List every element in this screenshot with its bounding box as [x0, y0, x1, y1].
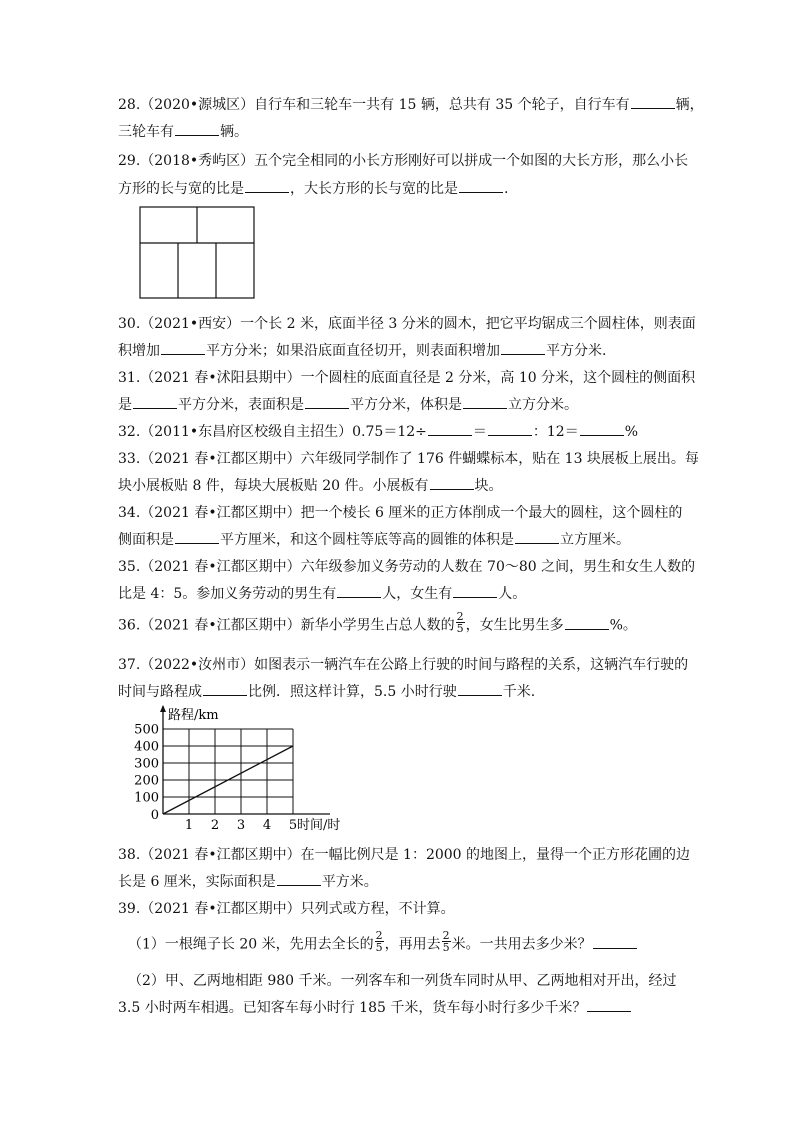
- question-30-line2: 积增加 平方分米；如果沿底面直径切开，则表面积增加 平方分米.: [118, 343, 607, 359]
- y-axis-arrow: [160, 705, 166, 712]
- question-30: 30.（2021•西安）一个长 2 米，底面半径 3 分米的圆木，把它平均锯成三个圆柱体，则表面: [118, 316, 696, 332]
- answer-blank[interactable]: [565, 617, 609, 630]
- question-39-part2: （2）甲、乙两地相距 980 千米。一列客车和一列货车同时从甲、乙两地相对开出，经过: [128, 973, 677, 989]
- chart-grid: [163, 729, 293, 814]
- question-29-line2: 方形的长与宽的比是 ，大长方形的长与宽的比是 .: [118, 181, 509, 197]
- answer-blank[interactable]: [501, 342, 545, 355]
- question-33: 33.（2021 春•江都区期中）六年级同学制作了 176 件蝴蝶标本，贴在 13 块展板上展出。每: [118, 451, 699, 467]
- fraction: $\frac{2}{5}$: [442, 929, 450, 954]
- x-tick-label: 3: [236, 818, 246, 833]
- x-tick-label: 2: [210, 818, 220, 833]
- question-34-line2: 侧面积是 平方厘米，和这个圆柱等底等高的圆锥的体积是 立方厘米。: [118, 532, 630, 548]
- question-36: 36.（2021 春•江都区期中）新华小学男生占总人数的 $\frac{2}{5}$ ，女生比男生多 %。: [118, 610, 637, 635]
- answer-blank[interactable]: [161, 342, 205, 355]
- answer-blank[interactable]: [430, 477, 474, 490]
- answer-blank[interactable]: [631, 96, 675, 109]
- answer-blank[interactable]: [337, 585, 381, 598]
- answer-blank[interactable]: [453, 585, 497, 598]
- answer-blank[interactable]: [133, 396, 177, 409]
- question-34: 34.（2021 春•江都区期中）把一个棱长 6 厘米的正方体削成一个最大的圆柱，这个圆柱的: [118, 505, 683, 521]
- distance-time-chart: [130, 702, 360, 840]
- y-tick-label: 100: [134, 790, 159, 806]
- answer-blank[interactable]: [175, 123, 219, 136]
- answer-blank[interactable]: [428, 423, 472, 436]
- question-35: 35.（2021 春•江都区期中）六年级参加义务劳动的人数在 70～80 之间，男生和女生人数的: [118, 559, 696, 575]
- question-28-line2: 三轮车有 辆。: [118, 124, 248, 140]
- question-31-line2: 是 平方分米，表面积是 平方分米，体积是 立方分米。: [118, 397, 578, 413]
- question-35-line2: 比是 4：5。参加义务劳动的男生有 人，女生有 人。: [118, 586, 527, 602]
- answer-blank[interactable]: [305, 396, 349, 409]
- rectangle-figure: [138, 205, 258, 301]
- y-tick-label: 500: [134, 722, 159, 738]
- question-37-line2: 时间与路程成 比例．照这样计算，5.5 小时行驶 千米.: [118, 684, 536, 700]
- answer-blank[interactable]: [459, 180, 503, 193]
- question-28: 28.（2020•源城区）自行车和三轮车一共有 15 辆，总共有 35 个轮子，自行车有 辆，: [118, 97, 704, 113]
- answer-blank[interactable]: [458, 683, 502, 696]
- x-tick-label: 4: [262, 818, 272, 833]
- y-axis-label: 路程/km: [168, 708, 219, 723]
- y-tick-label: 200: [134, 773, 159, 789]
- y-tick-label: 400: [134, 739, 159, 755]
- question-39-part1: （1）一根绳子长 20 米，先用去全长的 $\frac{2}{5}$ ，再用去 $\frac{2}{5}$ 米。一共用去多少米？: [128, 933, 694, 956]
- x-axis-label: 时间/时: [297, 818, 341, 833]
- question-33-line2: 块小展板贴 8 件，每块大展板贴 20 件。小展板有 块。: [118, 478, 503, 494]
- question-39: 39.（2021 春•江都区期中）只列式或方程，不计算。: [118, 901, 455, 917]
- question-31: 31.（2021 春•沭阳县期中）一个圆柱的底面直径是 2 分米，高 10 分米，这个圆柱的侧面积: [118, 370, 696, 386]
- question-38-line2: 长是 6 厘米，实际面积是 平方米。: [118, 874, 378, 890]
- question-37: 37.（2022•汝州市）如图表示一辆汽车在公路上行驶的时间与路程的关系，这辆汽车行驶的: [118, 657, 689, 673]
- question-29: 29.（2018•秀屿区）五个完全相同的小长方形刚好可以拼成一个如图的大长方形，那么小长: [118, 153, 689, 169]
- answer-blank[interactable]: [587, 999, 631, 1012]
- answer-blank[interactable]: [593, 936, 637, 949]
- question-39-part2-line2: 3.5 小时两车相遇。已知客车每小时行 185 千米，货车每小时行多少千米？: [118, 997, 684, 1017]
- answer-blank[interactable]: [463, 396, 507, 409]
- origin-label: 0: [150, 808, 159, 823]
- answer-blank[interactable]: [175, 531, 219, 544]
- fraction: $\frac{2}{5}$: [375, 929, 383, 954]
- x-tick-label: 1: [184, 818, 194, 833]
- answer-blank[interactable]: [203, 683, 247, 696]
- answer-blank[interactable]: [277, 873, 321, 886]
- answer-blank[interactable]: [245, 180, 289, 193]
- answer-blank[interactable]: [580, 423, 624, 436]
- answer-blank[interactable]: [488, 423, 532, 436]
- y-tick-label: 300: [134, 756, 159, 772]
- question-38: 38.（2021 春•江都区期中）在一幅比例尺是 1：2000 的地图上，量得一个正方形花圃的边: [118, 847, 691, 863]
- x-tick-label: 5: [288, 818, 298, 833]
- answer-blank[interactable]: [515, 531, 559, 544]
- fraction: $\frac{2}{5}$: [456, 610, 464, 635]
- question-32: 32.（2011•东昌府区校级自主招生）0.75＝12÷ ＝ ：12＝ %: [118, 424, 639, 440]
